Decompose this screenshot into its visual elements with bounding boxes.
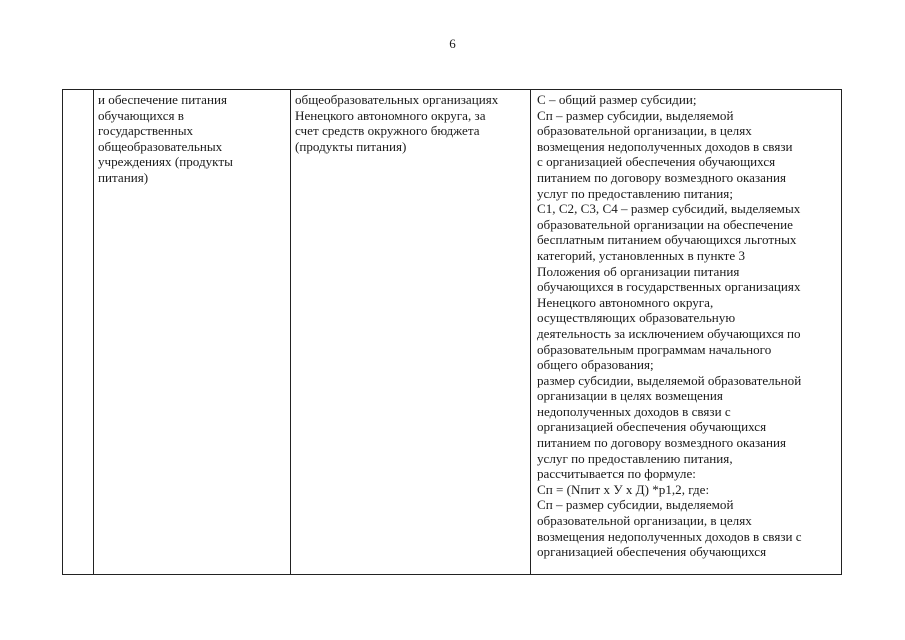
text-line: организацией обеспечения обучающихся <box>537 544 767 560</box>
text-line: образовательной организации, в целях <box>537 123 752 139</box>
text-line: государственных <box>98 123 194 139</box>
table-cell-number <box>63 90 94 575</box>
table-cell-formula <box>531 90 842 575</box>
page-number: 6 <box>449 36 456 51</box>
text-line: размер субсидии, выделяемой образовательной <box>537 372 802 388</box>
text-line: (продукты питания) <box>295 138 407 154</box>
text-line: образовательной организации, в целях <box>537 513 752 529</box>
text-line: услуг по предоставлению питания, <box>537 450 733 466</box>
text-line: с организацией обеспечения обучающихся <box>537 154 776 170</box>
text-line: бесплатным питанием обучающихся льготных <box>537 232 797 248</box>
text-line: деятельность за исключением обучающихся по <box>537 325 801 341</box>
text-line: питанием по договору возмездного оказания <box>537 435 786 451</box>
text-line: общего образования; <box>537 357 654 373</box>
text-line: осуществляющих образовательную <box>537 310 736 326</box>
text-line: С – общий размер субсидии; <box>537 92 697 107</box>
text-line: Сп – размер субсидии, выделяемой <box>537 107 734 123</box>
text-line: питания) <box>98 169 149 185</box>
table-cell-recipient <box>291 90 531 575</box>
text-line: организацией обеспечения обучающихся <box>537 419 767 435</box>
text-line: организации в целях возмещения <box>537 388 723 404</box>
table-row <box>63 90 842 575</box>
text-line: С1, С2, С3, С4 – размер субсидий, выделяемых <box>537 201 801 217</box>
text-line: возмещения недополученных доходов в связи с <box>537 528 802 544</box>
text-line: общеобразовательных организациях <box>295 92 499 107</box>
text-line: общеобразовательных <box>98 138 223 154</box>
text-line: счет средств окружного бюджета <box>295 123 480 139</box>
text-line: обучающихся в <box>98 107 184 123</box>
text-line: питанием по договору возмездного оказания <box>537 169 786 185</box>
text-line: услуг по предоставлению питания; <box>537 185 733 201</box>
text-line: недополученных доходов в связи с <box>537 403 731 419</box>
text-line: обучающихся в государственных организациях <box>537 279 801 295</box>
text-line: категорий, установленных в пункте 3 <box>537 247 746 263</box>
text-line: Ненецкого автономного округа, за <box>295 107 486 123</box>
text-line: Сп – размер субсидии, выделяемой <box>537 497 734 513</box>
text-line: Положения об организации питания <box>537 263 740 279</box>
table-cell-name <box>94 90 291 575</box>
document-table <box>62 89 842 575</box>
text-line: Сп = (Nпит х У х Д) *p1,2, где: <box>537 481 710 497</box>
text-line: образовательной организации на обеспечение <box>537 216 793 232</box>
text-line: образовательным программам начального <box>537 341 772 357</box>
text-line: Ненецкого автономного округа, <box>537 294 714 310</box>
text-line: рассчитывается по формуле: <box>537 466 696 482</box>
text-line: возмещения недополученных доходов в связи <box>537 138 793 154</box>
text-line: учреждениях (продукты <box>98 154 233 170</box>
text-line: и обеспечение питания <box>98 92 228 107</box>
